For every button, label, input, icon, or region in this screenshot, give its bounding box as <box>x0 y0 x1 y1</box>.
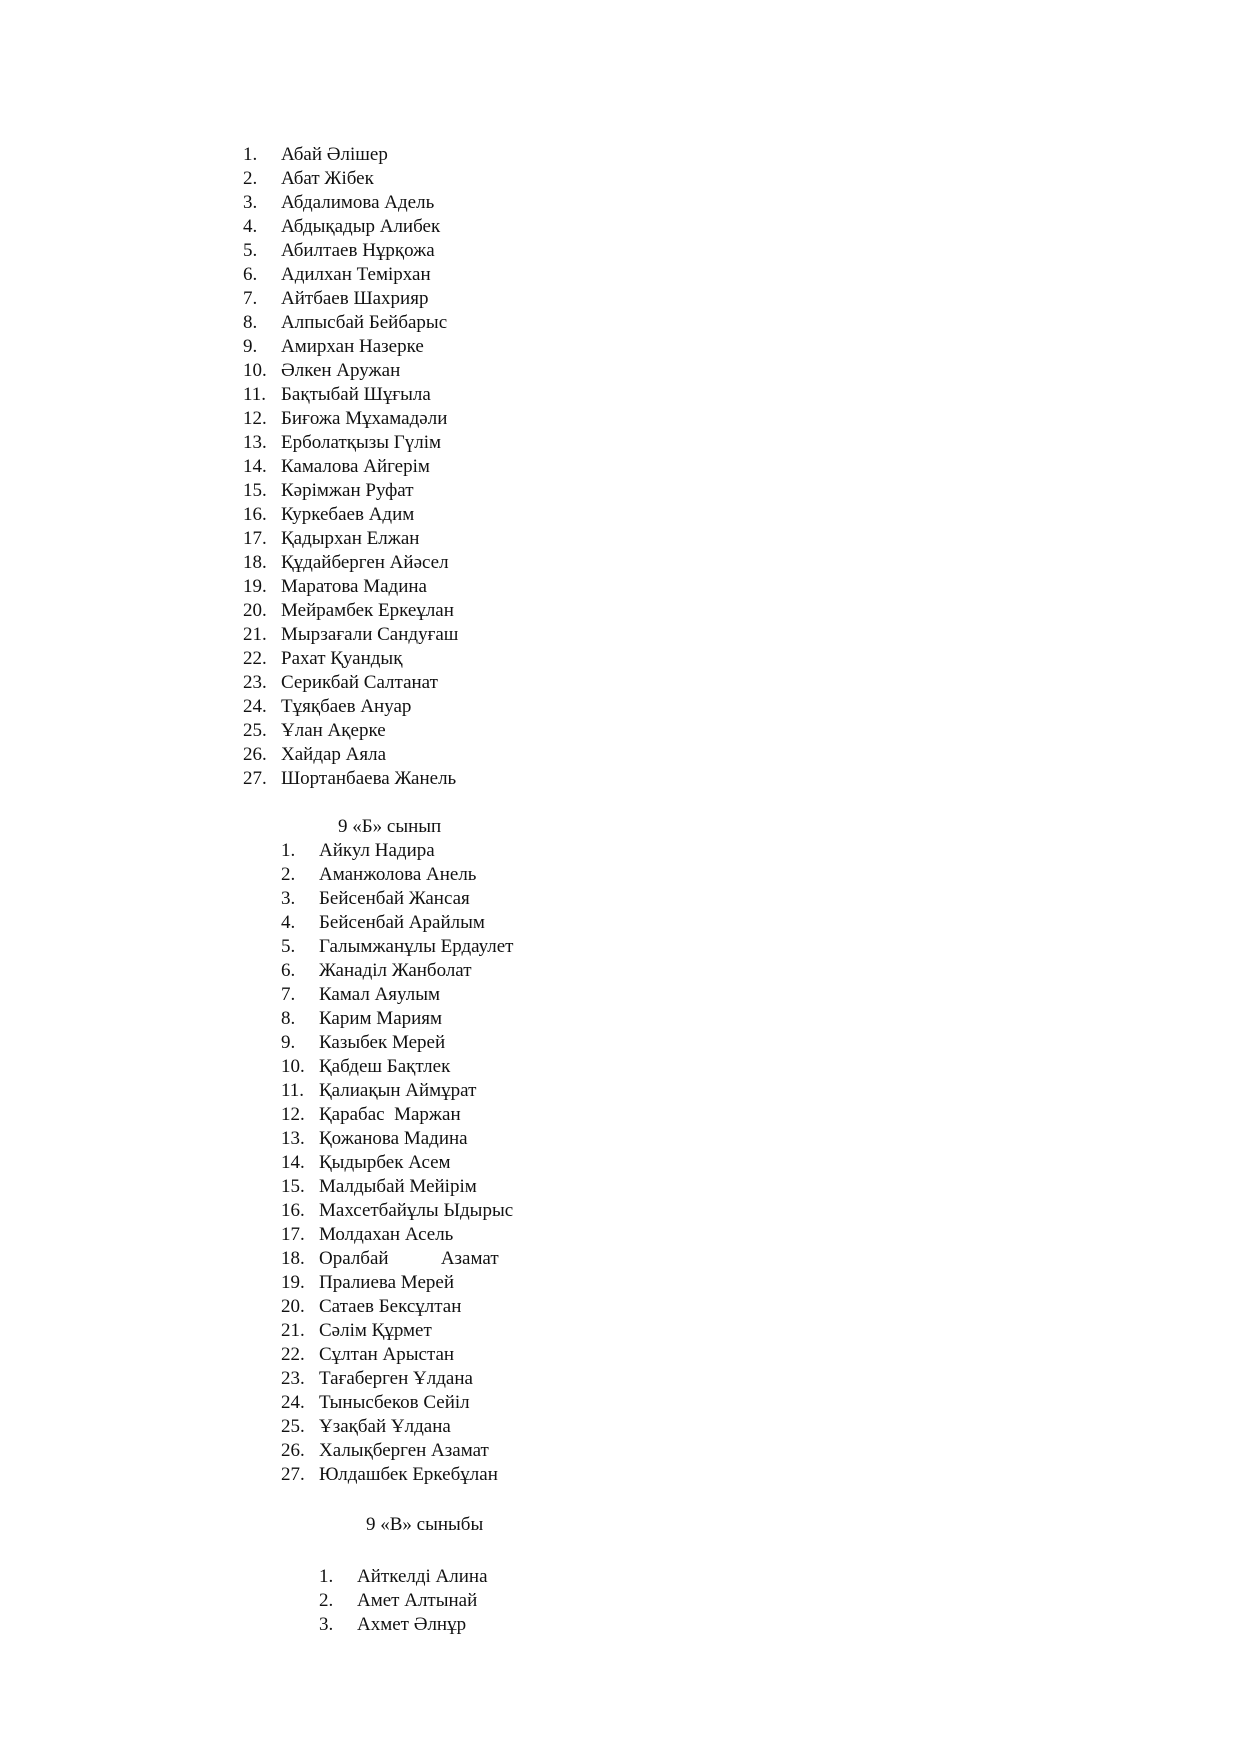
list-item-number: 17. <box>281 1224 305 1245</box>
student-name: Шортанбаева Жанель <box>281 768 457 789</box>
student-name: Адилхан Темірхан <box>281 264 431 285</box>
student-name: Қарабас Маржан <box>319 1104 461 1125</box>
list-item-number: 15. <box>281 1176 305 1197</box>
list-item-number: 12. <box>281 1104 305 1125</box>
list-item-number: 7. <box>243 288 258 309</box>
list-item-number: 15. <box>243 480 267 501</box>
list-item-number: 2. <box>319 1590 334 1611</box>
student-name: Биғожа Мұхамадәли <box>281 408 448 429</box>
list-item-number: 5. <box>243 240 258 261</box>
student-name: Абдалимова Адель <box>281 192 435 213</box>
list-item-number: 7. <box>281 984 296 1005</box>
student-name: Аманжолова Анель <box>319 864 477 885</box>
list-item-number: 2. <box>243 168 258 189</box>
student-name: Камалова Айгерім <box>281 456 430 477</box>
list-item-number: 25. <box>281 1416 305 1437</box>
list-item-number: 17. <box>243 528 267 549</box>
student-name: Абдықадыр Алибек <box>281 216 441 237</box>
list-item-number: 14. <box>243 456 267 477</box>
student-name: Ахмет Әлнұр <box>357 1614 467 1635</box>
student-name: Қожанова Мадина <box>319 1128 468 1149</box>
list-item-number: 22. <box>281 1344 305 1365</box>
student-name: Абай Әлішер <box>281 144 388 165</box>
student-name: Молдахан Асель <box>319 1224 454 1245</box>
list-item-number: 20. <box>243 600 267 621</box>
student-name: Маратова Мадина <box>281 576 427 597</box>
student-name: Рахат Қуандық <box>281 648 403 669</box>
student-name: Қадырхан Елжан <box>281 528 420 549</box>
list-item-number: 27. <box>281 1464 305 1485</box>
list-item-number: 19. <box>281 1272 305 1293</box>
student-name: Тағаберген Ұлдана <box>319 1368 473 1389</box>
student-name: Галымжанұлы Ердаулет <box>319 936 514 957</box>
student-name: Бейсенбай Арайлым <box>319 912 485 933</box>
student-name: Амет Алтынай <box>357 1590 478 1611</box>
list-item-number: 9. <box>243 336 258 357</box>
list-item-number: 18. <box>281 1248 305 1269</box>
list-item-number: 3. <box>319 1614 334 1635</box>
list-item-number: 21. <box>243 624 267 645</box>
student-name: Казыбек Мерей <box>319 1032 446 1053</box>
list-item-number: 16. <box>281 1200 305 1221</box>
student-name: Сәлім Құрмет <box>319 1320 432 1341</box>
student-name: Карим Мариям <box>319 1008 443 1029</box>
student-name: Қабдеш Бақтлек <box>319 1056 451 1077</box>
list-item-number: 2. <box>281 864 296 885</box>
list-item-number: 1. <box>281 840 296 861</box>
student-name: Қалиақын Аймұрат <box>319 1080 477 1101</box>
student-name: Алпысбай Бейбарыс <box>281 312 448 333</box>
list-item-number: 8. <box>243 312 258 333</box>
student-name: Бақтыбай Шұғыла <box>281 384 431 405</box>
list-item-number: 10. <box>243 360 267 381</box>
student-name: Махсетбайұлы Ыдырыс <box>319 1200 514 1221</box>
student-name: Ұзақбай Ұлдана <box>319 1416 451 1437</box>
list-item-number: 13. <box>281 1128 305 1149</box>
list-item-number: 19. <box>243 576 267 597</box>
student-name: Қыдырбек Асем <box>319 1152 451 1173</box>
student-name: Жанаділ Жанболат <box>319 960 472 981</box>
list-item-number: 26. <box>281 1440 305 1461</box>
list-item-number: 22. <box>243 648 267 669</box>
student-name: Хайдар Аяла <box>281 744 387 765</box>
list-item-number: 16. <box>243 504 267 525</box>
student-name: Мырзағали Сандуғаш <box>281 624 459 645</box>
list-item-number: 27. <box>243 768 267 789</box>
list-item-number: 23. <box>243 672 267 693</box>
student-name: Ерболатқызы Гүлім <box>281 432 442 453</box>
student-name: Юлдашбек Еркебұлан <box>319 1464 498 1485</box>
list-item-number: 13. <box>243 432 267 453</box>
student-name: Абилтаев Нұрқожа <box>281 240 435 261</box>
student-name: Абат Жібек <box>281 168 374 189</box>
list-item-number: 6. <box>243 264 258 285</box>
list-item-number: 6. <box>281 960 296 981</box>
list-item-number: 5. <box>281 936 296 957</box>
student-name: Серикбай Салтанат <box>281 672 438 693</box>
student-name: Оралбай Азамат <box>319 1248 499 1269</box>
list-item-number: 3. <box>243 192 258 213</box>
student-name: Мейрамбек Еркеұлан <box>281 600 454 621</box>
list-item-number: 26. <box>243 744 267 765</box>
list-item-number: 23. <box>281 1368 305 1389</box>
list-item-number: 9. <box>281 1032 296 1053</box>
student-name: Әлкен Аружан <box>281 360 401 381</box>
student-name: Тұяқбаев Ануар <box>281 696 412 717</box>
student-name: Камал Аяулым <box>319 984 440 1005</box>
list-item-number: 11. <box>281 1080 305 1101</box>
student-name: Кәрімжан Руфат <box>281 480 414 501</box>
list-item-number: 12. <box>243 408 267 429</box>
student-name: Пралиева Мерей <box>319 1272 454 1293</box>
list-item-number: 14. <box>281 1152 305 1173</box>
student-name: Сұлтан Арыстан <box>319 1344 455 1365</box>
list-item-number: 1. <box>243 144 258 165</box>
student-name: Құдайберген Айәсел <box>281 552 449 573</box>
student-name: Сатаев Бексұлтан <box>319 1296 462 1317</box>
list-item-number: 8. <box>281 1008 296 1029</box>
list-item-number: 4. <box>281 912 296 933</box>
list-item-number: 10. <box>281 1056 305 1077</box>
list-item-number: 21. <box>281 1320 305 1341</box>
student-name: Айкул Надира <box>319 840 435 861</box>
student-name: Бейсенбай Жансая <box>319 888 470 909</box>
list-item-number: 11. <box>243 384 267 405</box>
heading-9b: 9 «Б» сынып <box>338 816 442 837</box>
list-item-number: 1. <box>319 1566 334 1587</box>
student-name: Амирхан Назерке <box>281 336 424 357</box>
student-name: Халықберген Азамат <box>319 1440 489 1461</box>
list-item-number: 24. <box>243 696 267 717</box>
student-name: Тынысбеков Сейіл <box>319 1392 470 1413</box>
student-name: Куркебаев Адим <box>281 504 415 525</box>
list-item-number: 3. <box>281 888 296 909</box>
student-name: Ұлан Ақерке <box>281 720 386 741</box>
list-item-number: 4. <box>243 216 258 237</box>
list-item-number: 18. <box>243 552 267 573</box>
student-name: Айтбаев Шахрияр <box>281 288 429 309</box>
list-item-number: 25. <box>243 720 267 741</box>
student-name: Айткелді Алина <box>357 1566 488 1587</box>
list-item-number: 24. <box>281 1392 305 1413</box>
student-name: Малдыбай Мейірім <box>319 1176 477 1197</box>
list-item-number: 20. <box>281 1296 305 1317</box>
heading-9v: 9 «В» сыныбы <box>366 1514 484 1535</box>
